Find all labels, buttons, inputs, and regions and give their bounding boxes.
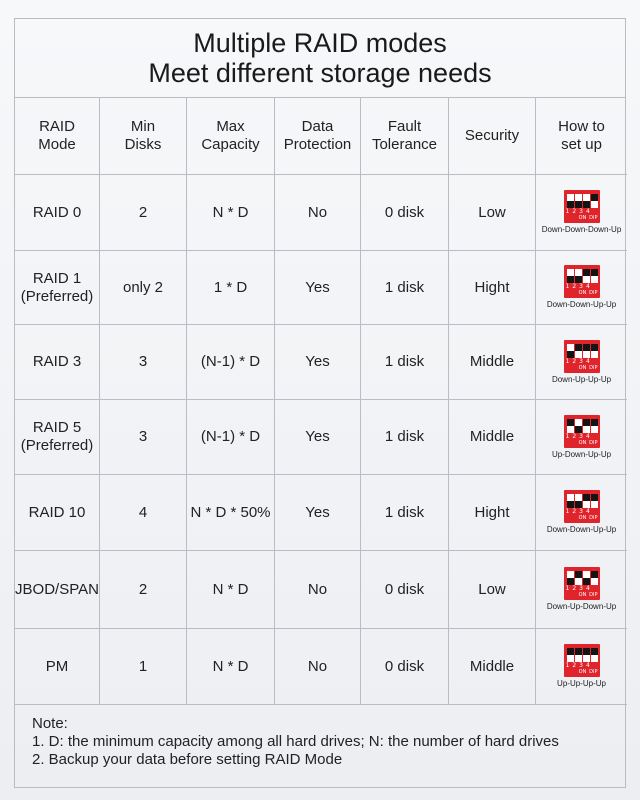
- table-row-mode: JBOD/SPAN: [15, 551, 100, 629]
- dip-switch-slot: [575, 194, 582, 208]
- dip-switch-knob: [575, 276, 582, 283]
- table-row-mode: RAID 10: [15, 475, 100, 551]
- table-row-security: Hight: [449, 251, 536, 325]
- dip-switch-slot: [575, 571, 582, 585]
- dip-switch-numbers: 1234: [565, 432, 593, 440]
- dip-switch-knob: [583, 269, 590, 276]
- header-max-capacity: Max Capacity: [187, 98, 275, 175]
- table-row-security: Middle: [449, 629, 536, 705]
- dip-switch-knob: [583, 344, 590, 351]
- table-row-setup: [536, 251, 627, 325]
- dip-switch-knob: [591, 494, 598, 501]
- header-security: Security: [449, 98, 536, 175]
- dip-switch-slot: [575, 494, 582, 508]
- title-line-1: Multiple RAID modes: [193, 28, 447, 58]
- table-row-setup: [536, 400, 627, 475]
- dip-on-label: ON: [578, 439, 587, 446]
- dip-switch-knob: [567, 276, 574, 283]
- table-row-fault-tolerance: 0 disk: [361, 629, 449, 705]
- table-row-min-disks: 3: [100, 325, 187, 400]
- dip-switch-slot: [567, 648, 574, 662]
- setup-caption: Down-Down-Up-Up: [546, 300, 617, 309]
- dip-switch-knob: [591, 269, 598, 276]
- dip-dip-label: DIP: [589, 592, 598, 598]
- note-line-1: 1. D: the minimum capacity among all hard drives; N: the number of hard drives: [32, 733, 559, 750]
- dip-dip-label: DIP: [589, 439, 598, 446]
- dip-switch-knob: [567, 648, 574, 655]
- dip-switch-knob: [583, 648, 590, 655]
- dip-on-label: ON: [578, 592, 587, 598]
- raid-modes-sheet: [14, 18, 626, 788]
- dip-switch-icon: [564, 567, 600, 600]
- setup-caption: Down-Down-Down-Up: [541, 225, 622, 234]
- header-fault-tolerance: Fault Tolerance: [361, 98, 449, 175]
- table-row-setup: [536, 475, 627, 551]
- table-row-data-protection: Yes: [275, 400, 361, 475]
- dip-switch-slot: [591, 269, 598, 283]
- table-row-mode: RAID 5 (Preferred): [15, 400, 100, 475]
- table-row-mode: RAID 1 (Preferred): [15, 251, 100, 325]
- dip-switch-knob: [591, 344, 598, 351]
- note-line-2: 2. Backup your data before setting RAID Mode: [32, 751, 343, 768]
- dip-switch-labels: [566, 441, 600, 446]
- dip-switch-numbers: 1234: [565, 283, 593, 290]
- dip-switch-knob: [583, 578, 590, 585]
- table-row-data-protection: Yes: [275, 475, 361, 551]
- header-data-protection: Data Protection: [275, 98, 361, 175]
- dip-switch-slot: [567, 571, 574, 585]
- table-row-max-capacity: (N-1) * D: [187, 325, 275, 400]
- dip-switch-slot: [591, 494, 598, 508]
- header-how-to-set-up: How to set up: [536, 98, 627, 175]
- dip-switch-slot: [583, 194, 590, 208]
- dip-switch-icon: [564, 340, 600, 373]
- dip-switch-knob: [575, 648, 582, 655]
- dip-switch-slot: [583, 344, 590, 358]
- dip-switch-slot: [591, 194, 598, 208]
- table-row-security: Middle: [449, 325, 536, 400]
- dip-switch-icon: [564, 415, 600, 448]
- table-row-min-disks: only 2: [100, 251, 187, 325]
- table-row-security: Middle: [449, 400, 536, 475]
- dip-switch-knob: [591, 571, 598, 578]
- dip-switch-knob: [567, 419, 574, 426]
- table-row-data-protection: Yes: [275, 251, 361, 325]
- table-row-min-disks: 2: [100, 175, 187, 251]
- dip-switch-labels: [566, 216, 600, 221]
- dip-switch-knob: [575, 426, 582, 433]
- title-line-2: Meet different storage needs: [148, 58, 492, 88]
- dip-switch-icon: [564, 265, 600, 298]
- table-row-data-protection: No: [275, 629, 361, 705]
- dip-switch-slot: [567, 269, 574, 283]
- note-section: [15, 705, 625, 769]
- dip-switch-slot: [575, 419, 582, 433]
- dip-switch-slot: [591, 648, 598, 662]
- dip-switch-knob: [583, 201, 590, 208]
- table-row-security: Hight: [449, 475, 536, 551]
- dip-switch-numbers: 1234: [565, 208, 593, 215]
- dip-switch-slot: [575, 648, 582, 662]
- table-row-min-disks: 1: [100, 629, 187, 705]
- setup-caption: Up-Up-Up-Up: [557, 679, 606, 688]
- table-row-fault-tolerance: 0 disk: [361, 551, 449, 629]
- setup-caption: Up-Down-Up-Up: [551, 449, 612, 459]
- dip-dip-label: DIP: [589, 669, 598, 675]
- table-row-setup: [536, 551, 627, 629]
- dip-switch-knob: [591, 194, 598, 201]
- dip-switch-icon: [564, 490, 600, 523]
- dip-on-label: ON: [578, 290, 587, 296]
- dip-switch-labels: [566, 291, 600, 296]
- dip-switch-numbers: 1234: [565, 508, 593, 515]
- table-row-fault-tolerance: 1 disk: [361, 400, 449, 475]
- dip-switch-slot: [583, 648, 590, 662]
- table-row-security: Low: [449, 175, 536, 251]
- dip-on-label: ON: [578, 669, 587, 675]
- dip-switch-knob: [575, 201, 582, 208]
- dip-switch-slot: [575, 269, 582, 283]
- dip-on-label: ON: [578, 515, 587, 521]
- dip-switch-slot: [583, 419, 590, 433]
- table-row-setup: [536, 325, 627, 400]
- table-row-max-capacity: N * D * 50%: [187, 475, 275, 551]
- dip-switch-slot: [583, 269, 590, 283]
- setup-caption: Down-Up-Up-Up: [551, 374, 612, 384]
- raid-table: [15, 98, 625, 705]
- dip-switch-knob: [575, 571, 582, 578]
- table-row-max-capacity: (N-1) * D: [187, 400, 275, 475]
- header-min-disks: Min Disks: [100, 98, 187, 175]
- table-row-setup: [536, 175, 627, 251]
- dip-switch-knob: [567, 201, 574, 208]
- dip-dip-label: DIP: [589, 515, 598, 521]
- dip-switch-labels: [566, 593, 600, 598]
- table-row-max-capacity: N * D: [187, 629, 275, 705]
- dip-switch-numbers: 1234: [565, 357, 593, 365]
- dip-switch-slot: [575, 344, 582, 358]
- table-row-data-protection: No: [275, 551, 361, 629]
- dip-switch-slot: [583, 494, 590, 508]
- table-row-security: Low: [449, 551, 536, 629]
- setup-caption: Down-Up-Down-Up: [546, 602, 617, 611]
- dip-dip-label: DIP: [589, 215, 598, 221]
- dip-switch-slot: [567, 494, 574, 508]
- dip-switch-slot: [567, 344, 574, 358]
- dip-switch-knob: [567, 578, 574, 585]
- dip-on-label: ON: [578, 364, 587, 371]
- dip-switch-slot: [583, 571, 590, 585]
- dip-switch-knob: [567, 501, 574, 508]
- setup-caption: Down-Down-Up-Up: [546, 525, 617, 534]
- dip-switch-slot: [591, 419, 598, 433]
- table-row-max-capacity: N * D: [187, 175, 275, 251]
- dip-switch-icon: [564, 190, 600, 223]
- dip-switch-knob: [591, 419, 598, 426]
- page-title: [15, 19, 625, 98]
- dip-switch-knob: [583, 419, 590, 426]
- dip-switch-labels: [566, 670, 600, 675]
- dip-switch-slot: [567, 419, 574, 433]
- table-row-mode: RAID 0: [15, 175, 100, 251]
- note-heading: Note:: [32, 715, 68, 732]
- dip-switch-knob: [567, 351, 574, 358]
- dip-switch-labels: [566, 366, 600, 371]
- header-raid-mode: RAID Mode: [15, 98, 100, 175]
- dip-switch-knob: [575, 344, 582, 351]
- table-row-max-capacity: 1 * D: [187, 251, 275, 325]
- table-row-fault-tolerance: 0 disk: [361, 175, 449, 251]
- table-row-max-capacity: N * D: [187, 551, 275, 629]
- dip-switch-knob: [575, 501, 582, 508]
- dip-on-label: ON: [578, 215, 587, 221]
- table-row-data-protection: No: [275, 175, 361, 251]
- dip-dip-label: DIP: [589, 290, 598, 296]
- dip-switch-slot: [567, 194, 574, 208]
- table-row-fault-tolerance: 1 disk: [361, 325, 449, 400]
- table-row-data-protection: Yes: [275, 325, 361, 400]
- table-row-min-disks: 2: [100, 551, 187, 629]
- dip-switch-numbers: 1234: [565, 585, 593, 592]
- dip-switch-icon: [564, 644, 600, 677]
- dip-switch-labels: [566, 516, 600, 521]
- dip-switch-knob: [591, 648, 598, 655]
- table-row-fault-tolerance: 1 disk: [361, 251, 449, 325]
- table-row-mode: PM: [15, 629, 100, 705]
- dip-dip-label: DIP: [589, 364, 598, 371]
- dip-switch-slot: [591, 344, 598, 358]
- dip-switch-knob: [583, 494, 590, 501]
- table-row-min-disks: 4: [100, 475, 187, 551]
- table-row-fault-tolerance: 1 disk: [361, 475, 449, 551]
- dip-switch-numbers: 1234: [565, 662, 593, 669]
- table-row-min-disks: 3: [100, 400, 187, 475]
- table-row-setup: [536, 629, 627, 705]
- dip-switch-slot: [591, 571, 598, 585]
- table-row-mode: RAID 3: [15, 325, 100, 400]
